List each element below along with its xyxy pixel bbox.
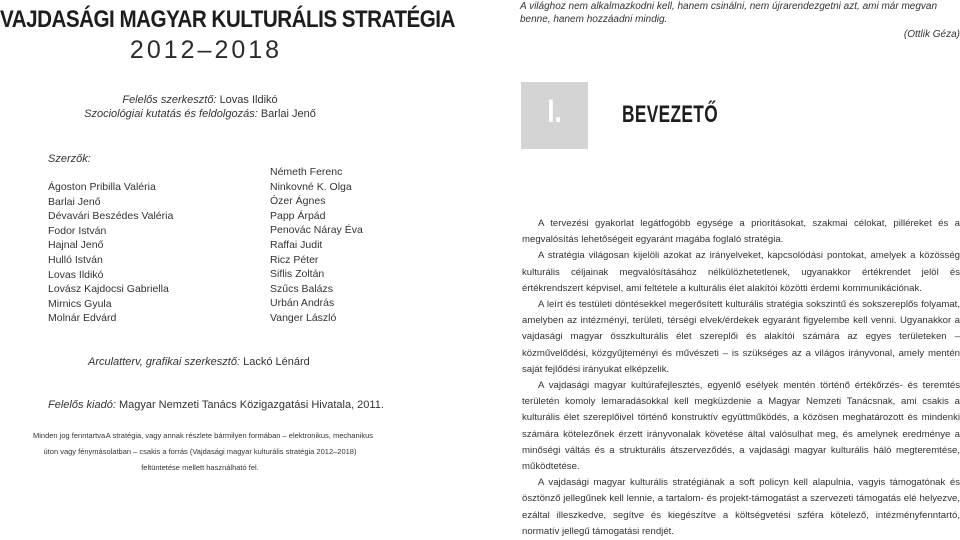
author-name: Hajnal Jenő — [48, 239, 104, 252]
epigraph-quote: A világhoz nem alkalmazkodni kell, hanem csinálni, nem újrarendezgetni azt, ami már megvan benne, hanem hozzáadni mindig. — [520, 1, 938, 25]
author-name: Raffai Judit — [270, 238, 323, 251]
design-label: Arculatterv, grafikai szerkesztő: — [88, 356, 241, 368]
rights-reserved: Minden jog fenntartva. — [33, 431, 108, 440]
paragraph: A vajdasági magyar kultúrafejlesztés, egyenlő esélyek mentén történő értékőrzés- és teremtés területén komoly lemaradásokkal kell megküzdenie a Magyar Nemzeti Tanácsnak, ami csakis a kulturális élet szereplőivel történő konstruktív együttműködés, a közösen meghatározott és mindenki számára kötelezőnek érzett irányvonalak követése által valósulhat meg, és amelynek eredménye a minőségi váltás és a strukturális átszerveződés, a vajdasági magyar kulturális háló megteremtése, működtetése. — [522, 380, 960, 473]
editor-credit — [0, 94, 400, 106]
editor-name: Lovas Ildikó — [219, 94, 278, 106]
sociology-credit — [0, 108, 400, 120]
author-name: Urbán András — [270, 297, 335, 310]
author-name: Ózer Ágnes — [270, 195, 326, 208]
author-name: Siflis Zoltán — [270, 268, 325, 281]
author-name: Mirnics Gyula — [48, 297, 112, 310]
design-name: Lackó Lénárd — [243, 356, 310, 368]
body-text — [522, 216, 960, 540]
authors-label: Szerzők: — [48, 153, 91, 165]
publisher-label: Felelős kiadó: — [48, 399, 116, 411]
publisher-credit — [48, 399, 384, 411]
copyright-notice-line-1: A stratégia, vagy annak részlete bármilyen formában – elektronikus, mechanikus — [105, 431, 373, 440]
author-name: Vanger László — [270, 311, 337, 324]
author-name: Ninkovné K. Olga — [270, 180, 352, 193]
author-name: Ágoston Pribilla Valéria — [48, 181, 156, 193]
author-name: Papp Árpád — [270, 209, 326, 222]
author-name: Penovác Náray Éva — [270, 224, 363, 237]
author-name: Lovas Ildikó — [48, 268, 104, 281]
epigraph-author: (Ottlik Géza) — [903, 29, 960, 40]
copyright-notice-line-2: úton vagy fénymásolatban – csakis a forrás (Vajdasági magyar kulturális stratégia 2012–2018) — [43, 447, 357, 456]
publication-title: VAJDASÁGI MAGYAR KULTURÁLIS STRATÉGIA — [0, 6, 455, 33]
copyright-notice-line-3: feltüntetése mellett használható fel. — [141, 463, 259, 472]
publication-years: 2012–2018 — [129, 36, 283, 64]
author-name: Németh Ferenc — [270, 166, 343, 178]
chapter-number-box — [521, 82, 588, 149]
author-name: Hulló István — [48, 253, 103, 266]
paragraph: A vajdasági magyar kulturális stratégiának a soft policyn kell alapulnia, vagyis támogatónak és ösztönző jellegűnek kell lennie, a tartalom- és projekt-támogatást a szervezeti támogatás elé helyezve, ezáltal illeszkedve, segítve és kiegészítve a költségvetési szféra kötelező, intézményfenntartó, normatív jellegű támogatási rendjét. — [522, 477, 960, 537]
design-credit — [88, 356, 310, 368]
sociology-name: Barlai Jenő — [260, 108, 316, 120]
author-name: Dévavári Beszédes Valéria — [48, 210, 174, 223]
editor-label: Felelős szerkesztő: — [122, 94, 217, 106]
publisher-name: Magyar Nemzeti Tanács Közigazgatási Hivatala, 2011. — [118, 399, 384, 411]
authors-list-right — [270, 165, 363, 326]
author-name: Fodor István — [48, 224, 107, 237]
paragraph: A stratégia világosan kijelöli azokat az irányelveket, kapcsolódási pontokat, amelyek a közösség kulturális céljainak megvalósításához nélkülözhetetlenek, ugyanakkor értékrendet jelöl és értékrendszert képvisel, ami feltétele a kulturális élet alakítói közötti érdemi kommunikációnak. — [522, 250, 960, 294]
author-name: Lovász Kajdocsi Gabriella — [48, 283, 169, 296]
chapter-number: I. — [547, 93, 562, 129]
author-name: Molnár Edvárd — [48, 312, 117, 325]
authors-list-left — [48, 180, 173, 326]
sociology-label: Szociológiai kutatás és feldolgozás: — [84, 108, 258, 120]
paragraph: A leírt és testületi döntésekkel megerősített kulturális stratégia sokszintű és sokszereplős folyamat, amelyben az intézményi, területi, térségi elvek/érdekek egyaránt figyelembe kell venni. Ugyanakkor a vajdasági magyar összkulturális élet szereplői és alakítói számára az egyes területeken – közművelődési, közgyűjteményi és művészeti – is szükséges az a világos irányvonal, amely mentén saját fejlődési irányukat elképzelik. — [522, 299, 960, 375]
author-name: Barlai Jenő — [48, 195, 101, 208]
paragraph: A tervezési gyakorlat legátfogóbb egysége a prioritásokat, szakmai célokat, pilléreket és a megvalósítás lehetőségeit egyaránt magába foglaló stratégia. — [522, 218, 960, 246]
author-name: Ricz Péter — [270, 253, 319, 266]
chapter-title: BEVEZETŐ — [622, 101, 719, 128]
author-name: Szűcs Balázs — [270, 282, 334, 295]
